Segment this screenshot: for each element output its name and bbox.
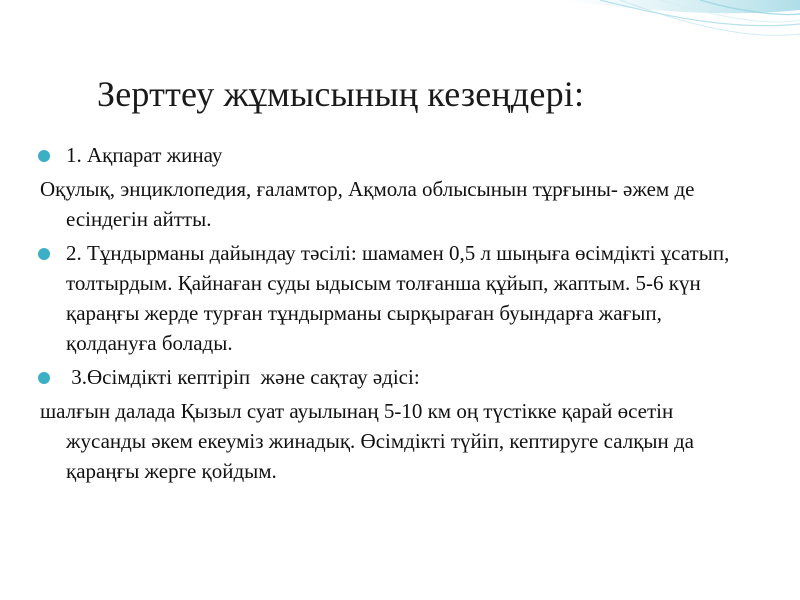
bullet-dot-icon [38,248,50,260]
corner-wave-decoration [0,0,800,60]
list-item-text: 2. Тұндырманы дайындау тәсілі: шамамен 0,5 л шыңыға өсімдікті ұсатып, толтырдым. Қайнаған суды ыдысым толғанша құйып, жаптым. 5-6 күн қараңғы жерде турған тұндырманы сырқыраған буындарға жағып, қолдануға болады. [66,241,730,355]
list-item [38,174,738,238]
list-item [38,362,738,396]
slide-content [38,140,738,490]
list-item [38,238,738,362]
list-item-text: Оқулық, энциклопедия, ғаламтор, Ақмола облысынын тұрғыны- әжем де есіндегін айтты. [40,177,695,231]
bullet-dot-icon [38,150,50,162]
bullet-dot-icon [38,372,50,384]
list-item-text: 1. Ақпарат жинау [66,143,223,167]
list-item [38,140,738,174]
list-item [38,396,738,490]
list-item-text: шалғын далада Қызыл суат ауылынаң 5-10 км оң түстікке қарай өсетін жусанды әкем екеуміз жинадық. Өсімдікті түйіп, кептируге салқын да қараңғы жерге қойдым. [40,399,695,483]
list-item-text: 3.Өсімдікті кептіріп және сақтау әдісі: [66,365,420,389]
slide-title: Зерттеу жұмысының кезеңдері: [97,74,585,114]
